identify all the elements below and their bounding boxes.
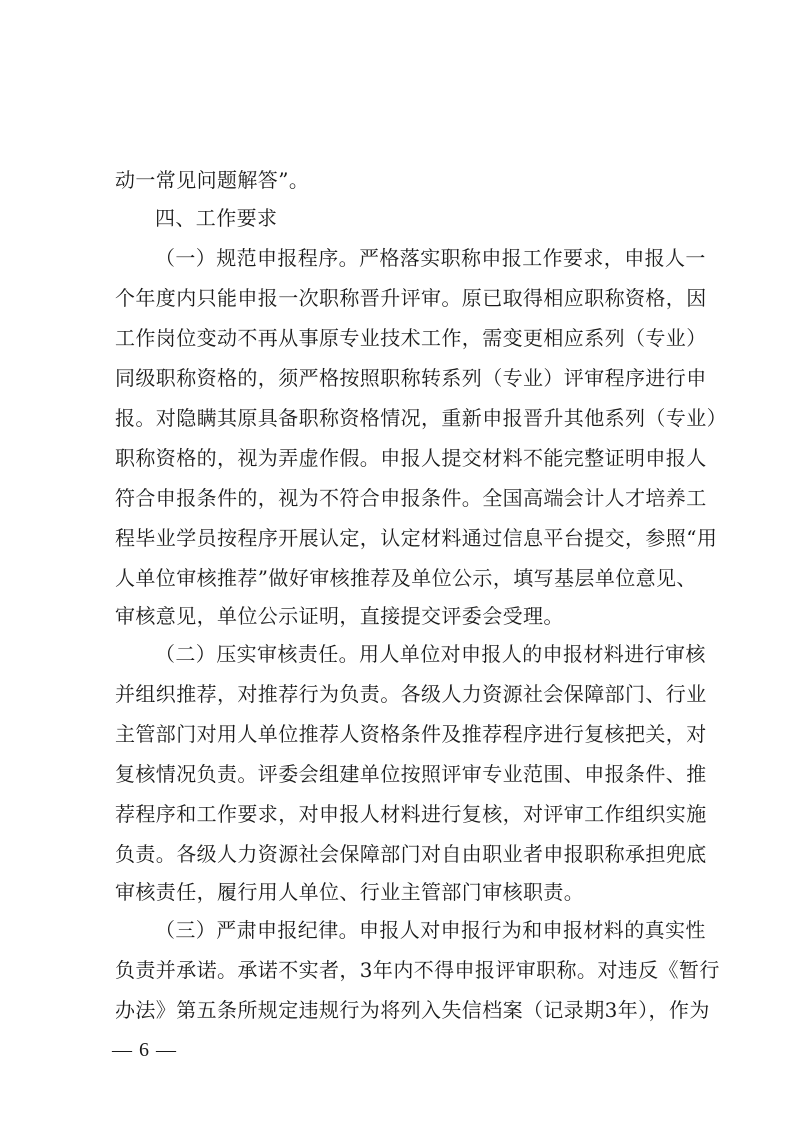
text-line: 审核责任，履行用人单位、行业主管部门审核职责。 <box>115 880 585 904</box>
text-line: （三）严肃申报纪律。申报人对申报行为和申报材料的真实性 <box>155 918 706 942</box>
text-line: 工作岗位变动不再从事原专业技术工作，需变更相应系列（专业） <box>115 326 707 350</box>
section-heading: 四、工作要求 <box>155 206 278 230</box>
text-line: 动一常见问题解答”。 <box>115 168 310 192</box>
text-line: 负责。各级人力资源社会保障部门对自由职业者申报职称承担兜底 <box>115 842 707 866</box>
text-line: 程毕业学员按程序开展认定，认定材料通过信息平台提交，参照“用 <box>115 526 718 550</box>
text-line: 职称资格的，视为弄虚作假。申报人提交材料不能完整证明申报人 <box>115 446 707 470</box>
text-line: 复核情况负责。评委会组建单位按照评审专业范围、申报条件、推 <box>115 762 707 786</box>
text-line: 符合申报条件的，视为不符合申报条件。全国高端会计人才培养工 <box>115 486 707 510</box>
text-line: 荐程序和工作要求，对申报人材料进行复核，对评审工作组织实施 <box>115 802 707 826</box>
text-line: 同级职称资格的，须严格按照职称转系列（专业）评审程序进行申 <box>115 366 707 390</box>
text-line: 并组织推荐，对推荐行为负责。各级人力资源社会保障部门、行业 <box>115 682 707 706</box>
text-line: （二）压实审核责任。用人单位对申报人的申报材料进行审核 <box>155 642 706 666</box>
text-line: 个年度内只能申报一次职称晋升评审。原已取得相应职称资格，因 <box>115 286 707 310</box>
text-line: 人单位审核推荐”做好审核推荐及单位公示，填写基层单位意见、 <box>115 566 697 590</box>
text-line: 主管部门对用人单位推荐人资格条件及推荐程序进行复核把关，对 <box>115 722 707 746</box>
text-line: 办法》第五条所规定违规行为将列入失信档案（记录期3年），作为 <box>115 998 710 1022</box>
text-line: 负责并承诺。承诺不实者，3年内不得申报评审职称。对违反《暂行 <box>115 958 720 982</box>
text-line: （一）规范申报程序。严格落实职称申报工作要求，申报人一 <box>155 246 706 270</box>
text-line: 报。对隐瞒其原具备职称资格情况，重新申报晋升其他系列（专业） <box>115 406 727 430</box>
page-number: — 6 — <box>112 1039 177 1061</box>
text-line: 审核意见，单位公示证明，直接提交评委会受理。 <box>115 604 564 628</box>
